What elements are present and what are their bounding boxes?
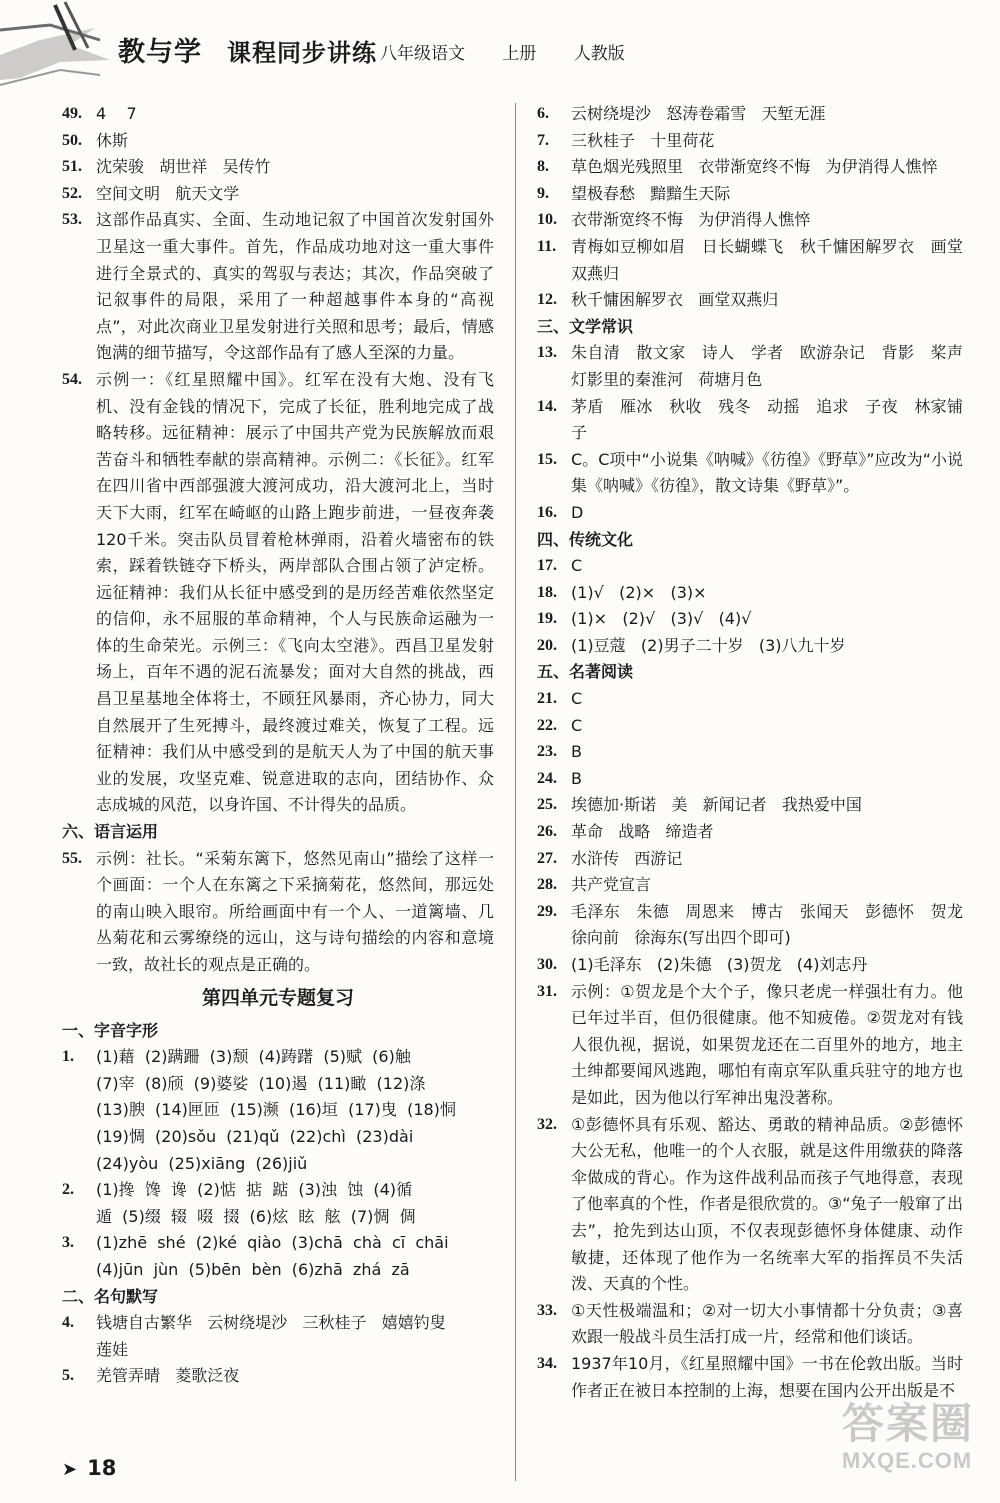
answer-item — [62, 207, 494, 367]
answer-number: 5. — [62, 1367, 74, 1385]
arrow-right-icon: ➤ — [62, 1459, 78, 1480]
answer-text: 4 7 — [96, 104, 137, 123]
answer-item — [537, 846, 963, 873]
answer-item — [537, 234, 963, 287]
answer-item — [62, 101, 494, 128]
answer-item — [537, 633, 963, 660]
answer-number: 14. — [537, 397, 557, 415]
answer-item — [62, 128, 494, 155]
answer-item — [537, 606, 963, 633]
answer-item — [537, 553, 963, 580]
answer-number: 3. — [62, 1234, 74, 1252]
answer-item — [537, 739, 963, 766]
answer-text: 水浒传 西游记 — [571, 848, 683, 868]
answer-number: 21. — [537, 690, 557, 708]
answer-number: 10. — [537, 211, 557, 229]
section-heading: 四、传统文化 — [537, 529, 634, 549]
answer-item — [537, 500, 963, 527]
answer-number: 26. — [537, 823, 557, 841]
answer-item — [537, 394, 963, 447]
right-column — [537, 101, 979, 1404]
answer-text: 示例一：《红星照耀中国》。红军在没有大炮、没有飞机、没有金钱的情况下，完成了长征，胜利地完成了战略转移。远征精神：展示了中国共产党为民族解放而艰苦奋斗和牺牲奉献的崇高精神。示例二：《长征》。红军在四川省中西部强渡大渡河成功，沿大渡河北上，当时天下大雨，红军在崎岖的山路上跑步前进，一昼夜奔袭120千米。突击队员冒着枪林弹雨，沿着火墙密布的铁索，踩着铁链夺下桥头，两岸部队合围占领了泸定桥。远征精神：我们从长征中感受到的是历经苦难依然坚定的信仰，永不屈服的革命精神，个人与民族命运融为一体的生命荣光。示例三：《飞向太空港》。西昌卫星发射场上，百年不遇的泥石流暴发；面对大自然的挑战，西昌卫星基地全体将士，不顾狂风暴雨，齐心协力，同大自然展开了生死搏斗，最终渡过难关，恢复了工程。远征精神：我们从中感受到的是航天人为了中国的航天事业的发展，攻坚克难、锐意进取的志向，团结协作、众志成城的风范，以身许国、不计得失的品质。 — [96, 369, 494, 815]
answer-text: (1)× (2)√ (3)√ (4)√ — [571, 609, 752, 629]
answer-text: 空间文明 航天文学 — [96, 183, 240, 203]
grade-label: 八年级语文 — [380, 44, 465, 64]
answer-item — [537, 1351, 963, 1404]
header-decoration-icon — [0, 0, 125, 100]
answer-text: 朱自清 散文家 诗人 学者 欧游杂记 背影 桨声灯影里的秦淮河 荷塘月色 — [571, 343, 963, 389]
answer-item — [537, 287, 963, 314]
answer-number: 2. — [62, 1181, 74, 1199]
page-number: 18 — [87, 1456, 117, 1480]
answer-item — [537, 792, 963, 819]
answer-item — [537, 872, 963, 899]
answer-text: C — [571, 689, 583, 709]
answer-text: 秋千慵困解罗衣 画堂双燕归 — [571, 290, 779, 310]
answer-number: 1. — [62, 1048, 74, 1066]
answer-text: 沈荣骏 胡世祥 吴传竹 — [96, 157, 271, 177]
answer-text: 这部作品真实、全面、生动地记叙了中国首次发射国外卫星这一重大事件。首先，作品成功地对这一重大事件进行全景式的、真实的驾驭与表达；其次，作品突破了记叙事件的局限，采用了一种超越事件本身的“高视点”，对此次商业卫星发射进行关照和思考；最后，情感饱满的细节描写，令这部作品有了感人至深的力量。 — [96, 210, 494, 363]
answer-text: 示例：社长。“采菊东篱下，悠然见南山”描绘了这样一个画面：一个人在东篱之下采摘菊花，悠然间，那远处的南山映入眼帘。所给画面中有一个人、一道篱墙、几丛菊花和云雾缭绕的远山，这与诗句描绘的内容和意境一致，故社长的观点是正确的。 — [96, 848, 494, 974]
answer-number: 18. — [537, 583, 557, 601]
answer-text: 钱塘自古繁华 云树绕堤沙 三秋桂子 嬉嬉钓叟 莲娃 — [96, 1313, 446, 1359]
answer-item — [537, 899, 979, 952]
page-footer — [62, 1456, 116, 1480]
answer-item — [62, 367, 494, 819]
course-title: 课程同步讲练 — [227, 39, 377, 67]
answer-text: (1)毛泽东 (2)朱德 (3)贺龙 (4)刘志丹 — [571, 955, 868, 974]
answer-item — [537, 819, 963, 846]
answer-item — [537, 447, 963, 500]
answer-number: 23. — [537, 743, 557, 761]
answer-text: 革命 战略 缔造者 — [571, 822, 714, 842]
answer-number: 52. — [62, 184, 82, 202]
answer-text: 草色烟光残照里 衣带渐宽终不悔 为伊消得人憔悴 — [571, 157, 938, 177]
answer-text: 毛泽东 朱德 周恩来 博古 张闻天 彭德怀 贺龙 徐向前 徐海东(写出四个即可) — [571, 901, 979, 948]
answer-item — [537, 181, 963, 208]
answer-item — [537, 580, 963, 607]
answer-item — [537, 154, 963, 181]
answer-number: 55. — [62, 849, 82, 867]
answer-number: 12. — [537, 291, 557, 309]
answer-text: B — [571, 742, 582, 762]
column-divider — [515, 103, 516, 1481]
section-heading: 五、名著阅读 — [537, 662, 634, 682]
brand-logo: 教与学 — [118, 37, 202, 68]
answer-text: 青梅如豆柳如眉 日长蝴蝶飞 秋千慵困解罗衣 画堂双燕归 — [571, 236, 963, 283]
answer-text: 共产党宣言 — [571, 875, 652, 895]
answer-number: 6. — [537, 105, 549, 122]
answer-item — [537, 713, 963, 740]
answer-number: 24. — [537, 769, 557, 787]
answer-item — [537, 766, 963, 793]
answer-text: (1)藉 (2)蹒跚 (3)颓 (4)踌躇 (5)赋 (6)触 (7)宰 (8)颀 (9)婆娑 (10)遏 (11)瞰 (12)涤 (13)腴 (14)匣匝 (15)濒 (16)垣 (17)曳 (18)恫 (19)惆 (20)sǒu (21)qǔ (22)chì (23)dài (24)yòu (25)xiāng (26)jiǔ — [96, 1047, 456, 1173]
answer-number: 34. — [537, 1354, 557, 1372]
answer-item — [537, 340, 963, 393]
answer-item — [62, 1044, 494, 1177]
section-heading: 二、名句默写 — [62, 1286, 159, 1306]
answer-text: 1937年10月，《红星照耀中国》一书在伦敦出版。当时作者正在被日本控制的上海，想要在国内公开出版是不 — [571, 1353, 963, 1400]
answer-number: 16. — [537, 503, 557, 521]
answer-text: ①彭德怀具有乐观、豁达、勇敢的精神品质。②彭德怀大公无私，他唯一的个人衣服，就是这件用缴获的降落伞做成的背心。作为这件战利品而孩子气地得意，表现了他率真的个性，作者是很欣赏的。③“兔子一般窜了出去”，抢先到达山顶，不仅表现彭德怀身体健康、动作敏捷，还体现了他作为一名统率大军的指挥员不失活泼、天真的个性。 — [571, 1114, 963, 1294]
answer-number: 7. — [537, 131, 549, 149]
answer-item — [537, 128, 963, 155]
answer-text: 示例：①贺龙是个大个子，像只老虎一样强壮有力。他已年过半百，但仍很健康。他不知疲倦。②贺龙对有钱人很仇视，据说，如果贺龙还在二百里外的地方，地主土绅都要闻风逃跑，哪怕有南京军队重兵驻守的地方也是如此，因为他以行军神出鬼没著称。 — [571, 981, 963, 1107]
answer-item — [62, 846, 494, 979]
answer-number: 25. — [537, 796, 557, 814]
answer-number: 9. — [537, 184, 549, 202]
answer-number: 8. — [537, 158, 549, 176]
answer-text: D — [571, 502, 584, 522]
answer-number: 29. — [537, 902, 557, 920]
answer-item — [537, 101, 963, 128]
answer-text: 茅盾 雁冰 秋收 残冬 动摇 追求 子夜 林家铺子 — [571, 396, 963, 443]
answer-number: 17. — [537, 557, 557, 575]
section-heading: 一、字音字形 — [62, 1020, 159, 1040]
answer-text: 羌管弄晴 菱歌泛夜 — [96, 1366, 240, 1386]
answer-number: 11. — [537, 237, 557, 255]
answer-item — [537, 952, 963, 979]
answer-number: 15. — [537, 450, 557, 468]
answer-number: 30. — [537, 956, 557, 973]
watermark-main: 答案圈 — [842, 1400, 975, 1447]
answer-text: (1)豆蔻 (2)男子二十岁 (3)八九十岁 — [571, 635, 846, 655]
answer-item — [62, 154, 494, 181]
answer-text: (1)√ (2)× (3)× — [571, 582, 707, 602]
answer-item — [537, 979, 963, 1112]
book-meta — [380, 39, 645, 64]
watermark-site: MXQE.COM — [842, 1448, 973, 1473]
answer-text: ①天性极端温和；②对一切大小事情都十分负责；③喜欢跟一般战斗员生活打成一片，经常和他们谈话。 — [571, 1300, 963, 1347]
answer-text: C — [571, 556, 583, 576]
answer-item — [62, 1230, 494, 1283]
volume-label: 上册 — [502, 44, 537, 64]
edition-label: 人教版 — [573, 44, 625, 64]
answer-text: B — [571, 768, 582, 788]
watermark — [842, 1400, 992, 1500]
answer-number: 53. — [62, 211, 82, 229]
left-column — [62, 101, 494, 1390]
section-heading: 三、文学常识 — [537, 316, 634, 336]
answer-item — [62, 181, 494, 208]
answer-number: 20. — [537, 636, 557, 654]
answer-number: 28. — [537, 876, 557, 894]
page-header — [0, 0, 1000, 80]
answer-number: 27. — [537, 849, 557, 867]
answer-item — [62, 1177, 494, 1230]
section-heading: 六、语言运用 — [62, 822, 159, 842]
answer-text: 三秋桂子 十里荷花 — [571, 130, 715, 150]
answer-item — [537, 1112, 963, 1298]
answer-text: 云树绕堤沙 怒涛卷霜雪 天堑无涯 — [571, 104, 826, 123]
answer-text: 衣带渐宽终不悔 为伊消得人憔悴 — [571, 210, 811, 230]
answer-number: 49. — [62, 105, 82, 122]
answer-number: 51. — [62, 158, 82, 176]
answer-number: 32. — [537, 1115, 557, 1133]
answer-number: 31. — [537, 982, 557, 1000]
answer-number: 22. — [537, 716, 557, 734]
answer-text: C。C项中“小说集《呐喊》《彷徨》《野草》”应改为“小说集《呐喊》《彷徨》，散文诗集《野草》”。 — [571, 449, 963, 496]
answer-number: 4. — [62, 1314, 74, 1332]
answer-text: (1)搀 馋 谗 (2)惦 掂 踮 (3)浊 蚀 (4)循 遁 (5)缀 辍 啜 掇 (6)炫 眩 舷 (7)惆 倜 — [96, 1180, 416, 1226]
answer-item — [537, 1298, 963, 1351]
answer-number: 54. — [62, 370, 82, 388]
answer-text: (1)zhē shé (2)ké qiào (3)chā chà cī chāi (4)jūn jùn (5)bēn bèn (6)zhā zhá zā — [96, 1233, 449, 1279]
answer-item — [537, 207, 963, 234]
answer-number: 50. — [62, 131, 82, 149]
answer-item — [62, 1363, 494, 1390]
answer-text: C — [571, 715, 583, 735]
answer-item — [62, 1310, 494, 1363]
answer-text: 埃德加·斯诺 美 新闻记者 我热爱中国 — [571, 795, 862, 815]
unit-title: 第四单元专题复习 — [201, 986, 354, 1009]
answer-text: 休斯 — [96, 130, 129, 150]
answer-number: 19. — [537, 610, 557, 628]
answer-item — [537, 686, 963, 713]
answer-number: 33. — [537, 1301, 557, 1319]
answer-text: 望极春愁 黯黯生天际 — [571, 183, 731, 203]
answer-number: 13. — [537, 344, 557, 362]
